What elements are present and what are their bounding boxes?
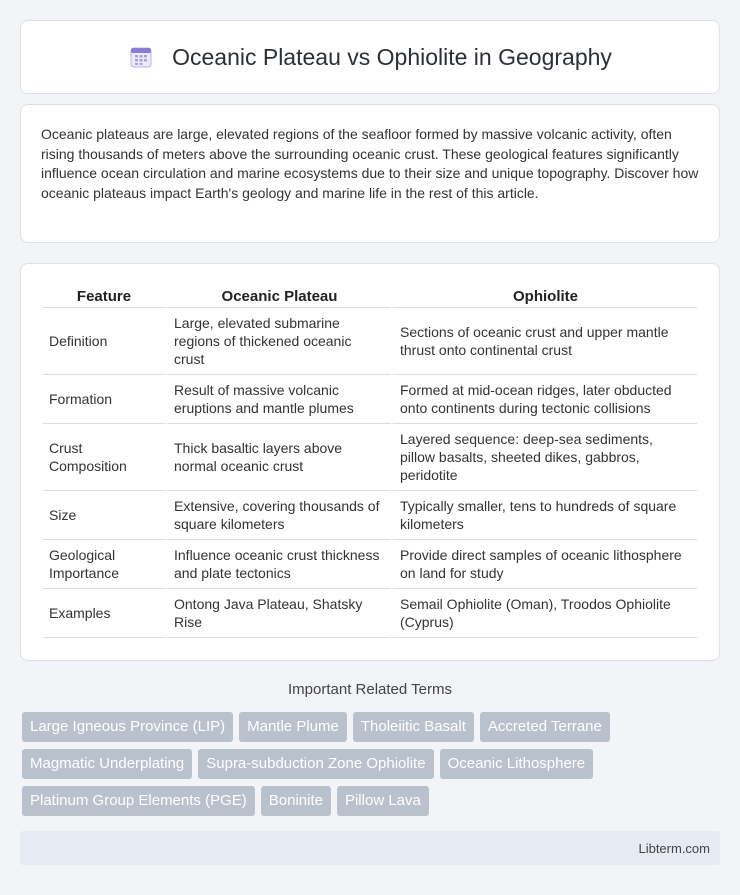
related-term-tag[interactable]: Mantle Plume — [239, 712, 347, 742]
related-term-tag[interactable]: Accreted Terrane — [480, 712, 610, 742]
table-header-row — [43, 284, 697, 308]
row-oceanic-plateau: Ontong Java Plateau, Shatsky Rise — [165, 589, 391, 638]
row-oceanic-plateau: Result of massive volcanic eruptions and mantle plumes — [165, 375, 391, 424]
related-terms-title: Important Related Terms — [288, 681, 452, 698]
row-feature: Formation — [43, 375, 165, 424]
intro-card — [20, 104, 720, 243]
table-row — [43, 375, 697, 424]
row-ophiolite: Semail Ophiolite (Oman), Troodos Ophiolite (Cyprus) — [391, 589, 697, 638]
row-ophiolite: Formed at mid-ocean ridges, later obducted onto continents during tectonic collisions — [391, 375, 697, 424]
row-oceanic-plateau: Influence oceanic crust thickness and plate tectonics — [165, 540, 391, 589]
row-feature: Geological Importance — [43, 540, 165, 589]
related-term-tag[interactable]: Magmatic Underplating — [22, 749, 192, 779]
table-row — [43, 308, 697, 375]
row-feature: Definition — [43, 308, 165, 375]
title-card — [20, 20, 720, 94]
intro-text: Oceanic plateaus are large, elevated regions of the seafloor formed by massive volcanic activity, often rising thousands of meters above the surrounding oceanic crust. These geological features significantly influence ocean circulation and marine ecosystems due to their size and unique topography. Discover how oceanic plateaus impact Earth's geology and marine life in the rest of this article. — [41, 126, 699, 201]
footer — [20, 831, 720, 865]
row-feature: Examples — [43, 589, 165, 638]
row-ophiolite: Layered sequence: deep-sea sediments, pillow basalts, sheeted dikes, gabbros, peridotite — [391, 424, 697, 491]
table-row — [43, 424, 697, 491]
row-ophiolite: Typically smaller, tens to hundreds of square kilometers — [391, 491, 697, 540]
comparison-table — [43, 284, 697, 638]
page-title: Oceanic Plateau vs Ophiolite in Geography — [172, 43, 612, 70]
related-terms-list — [22, 712, 722, 816]
footer-site-link[interactable]: Libterm.com — [638, 840, 710, 856]
table-row — [43, 540, 697, 589]
header-feature: Feature — [43, 284, 165, 308]
row-feature: Crust Composition — [43, 424, 165, 491]
row-oceanic-plateau: Extensive, covering thousands of square kilometers — [165, 491, 391, 540]
related-term-tag[interactable]: Large Igneous Province (LIP) — [22, 712, 233, 742]
row-oceanic-plateau: Large, elevated submarine regions of thickened oceanic crust — [165, 308, 391, 375]
header-oceanic-plateau: Oceanic Plateau — [165, 284, 391, 308]
related-term-tag[interactable]: Boninite — [261, 786, 331, 816]
related-term-tag[interactable]: Platinum Group Elements (PGE) — [22, 786, 255, 816]
related-term-tag[interactable]: Oceanic Lithosphere — [440, 749, 594, 779]
row-ophiolite: Provide direct samples of oceanic lithosphere on land for study — [391, 540, 697, 589]
header-ophiolite: Ophiolite — [391, 284, 697, 308]
table-row — [43, 491, 697, 540]
table-row — [43, 589, 697, 638]
comparison-card — [20, 263, 720, 661]
related-term-tag[interactable]: Supra-subduction Zone Ophiolite — [198, 749, 433, 779]
related-term-tag[interactable]: Tholeiitic Basalt — [353, 712, 474, 742]
row-oceanic-plateau: Thick basaltic layers above normal oceanic crust — [165, 424, 391, 491]
related-term-tag[interactable]: Pillow Lava — [337, 786, 429, 816]
row-ophiolite: Sections of oceanic crust and upper mantle thrust onto continental crust — [391, 308, 697, 375]
document-grid-icon — [128, 44, 154, 70]
row-feature: Size — [43, 491, 165, 540]
